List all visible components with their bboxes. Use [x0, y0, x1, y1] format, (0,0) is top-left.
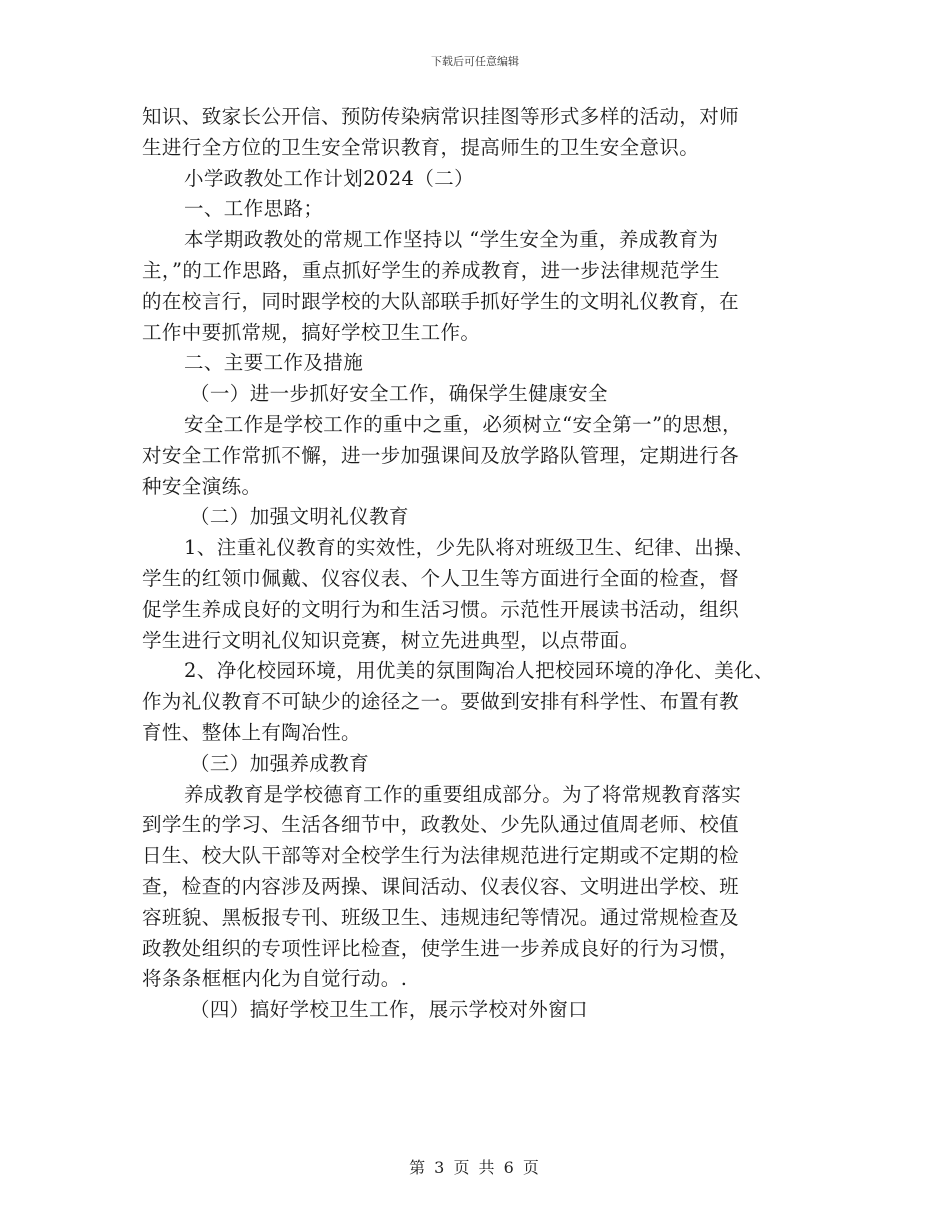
heading-main-work: 二、主要工作及措施 [184, 351, 364, 375]
text-line: 1、注重礼仪教育的实效性，少先队将对班级卫生、纪律、出操、 [184, 536, 755, 560]
text-line: 种安全演练。 [142, 474, 262, 498]
text-line: 促学生养成良好的文明行为和生活习惯。示范性开展读书活动，组织 [142, 597, 740, 621]
page-number: 第 3 页 共 6 页 [409, 1158, 541, 1177]
text-line: 到学生的学习、生活各细节中，政教处、少先队通过值周老师、校值 [142, 813, 740, 837]
text-line: 的在校言行，同时跟学校的大队部联手抓好学生的文明礼仪教育，在 [142, 289, 740, 313]
subheading-habits: （三）加强养成教育 [190, 751, 370, 775]
text-line: 将条条框框内化为自觉行动。. [142, 967, 408, 991]
text-line: 对安全工作常抓不懈，进一步加强课间及放学路队管理，定期进行各 [142, 443, 740, 467]
text-line: 2、净化校园环境，用优美的氛围陶冶人把校园环境的净化、美化、 [184, 659, 774, 683]
document-body [142, 102, 818, 1026]
text-line: 容班貌、黑板报专刊、班级卫生、违规违纪等情况。通过常规检查及 [142, 905, 740, 929]
text-line: 作为礼仪教育不可缺少的途径之一。要做到安排有科学性、布置有教 [142, 690, 740, 714]
text-line: 生进行全方位的卫生安全常识教育，提高师生的卫生安全意识。 [142, 135, 700, 159]
page-header: 下载后可任意编辑 [431, 55, 519, 68]
text-line: 学生进行文明礼仪知识竞赛，树立先进典型，以点带面。 [142, 628, 640, 652]
text-line: 养成教育是学校德育工作的重要组成部分。为了将常规教育落实 [184, 782, 742, 806]
text-line: 日生、校大队干部等对全校学生行为法律规范进行定期或不定期的检 [142, 844, 740, 868]
text-line: 本学期政教处的常规工作坚持以 “学生安全为重，养成教育为 [184, 228, 719, 252]
section-title: 小学政教处工作计划2024（二） [184, 166, 475, 190]
subheading-safety: （一）进一步抓好安全工作，确保学生健康安全 [190, 382, 608, 406]
text-line: 育性、整体上有陶冶性。 [142, 720, 361, 744]
text-line: 政教处组织的专项性评比检查，使学生进一步养成良好的行为习惯， [142, 936, 740, 960]
subheading-etiquette: （二）加强文明礼仪教育 [190, 505, 409, 529]
text-line: 查，检查的内容涉及两操、课间活动、仪表仪容、文明进出学校、班 [142, 874, 740, 898]
text-line: 安全工作是学校工作的重中之重，必须树立“安全第一”的思想， [184, 412, 743, 436]
text-line: 主，”的工作思路，重点抓好学生的养成教育，进一步法律规范学生 [142, 258, 720, 282]
heading-work-ideas: 一、工作思路； [184, 197, 324, 221]
text-line: 工作中要抓常规，搞好学校卫生工作。 [142, 320, 481, 344]
text-line: 学生的红领巾佩戴、仪容仪表、个人卫生等方面进行全面的检查，督 [142, 566, 740, 590]
subheading-hygiene: （四）搞好学校卫生工作，展示学校对外窗口 [190, 998, 589, 1022]
text-line: 知识、致家长公开信、预防传染病常识挂图等形式多样的活动，对师 [142, 105, 740, 128]
